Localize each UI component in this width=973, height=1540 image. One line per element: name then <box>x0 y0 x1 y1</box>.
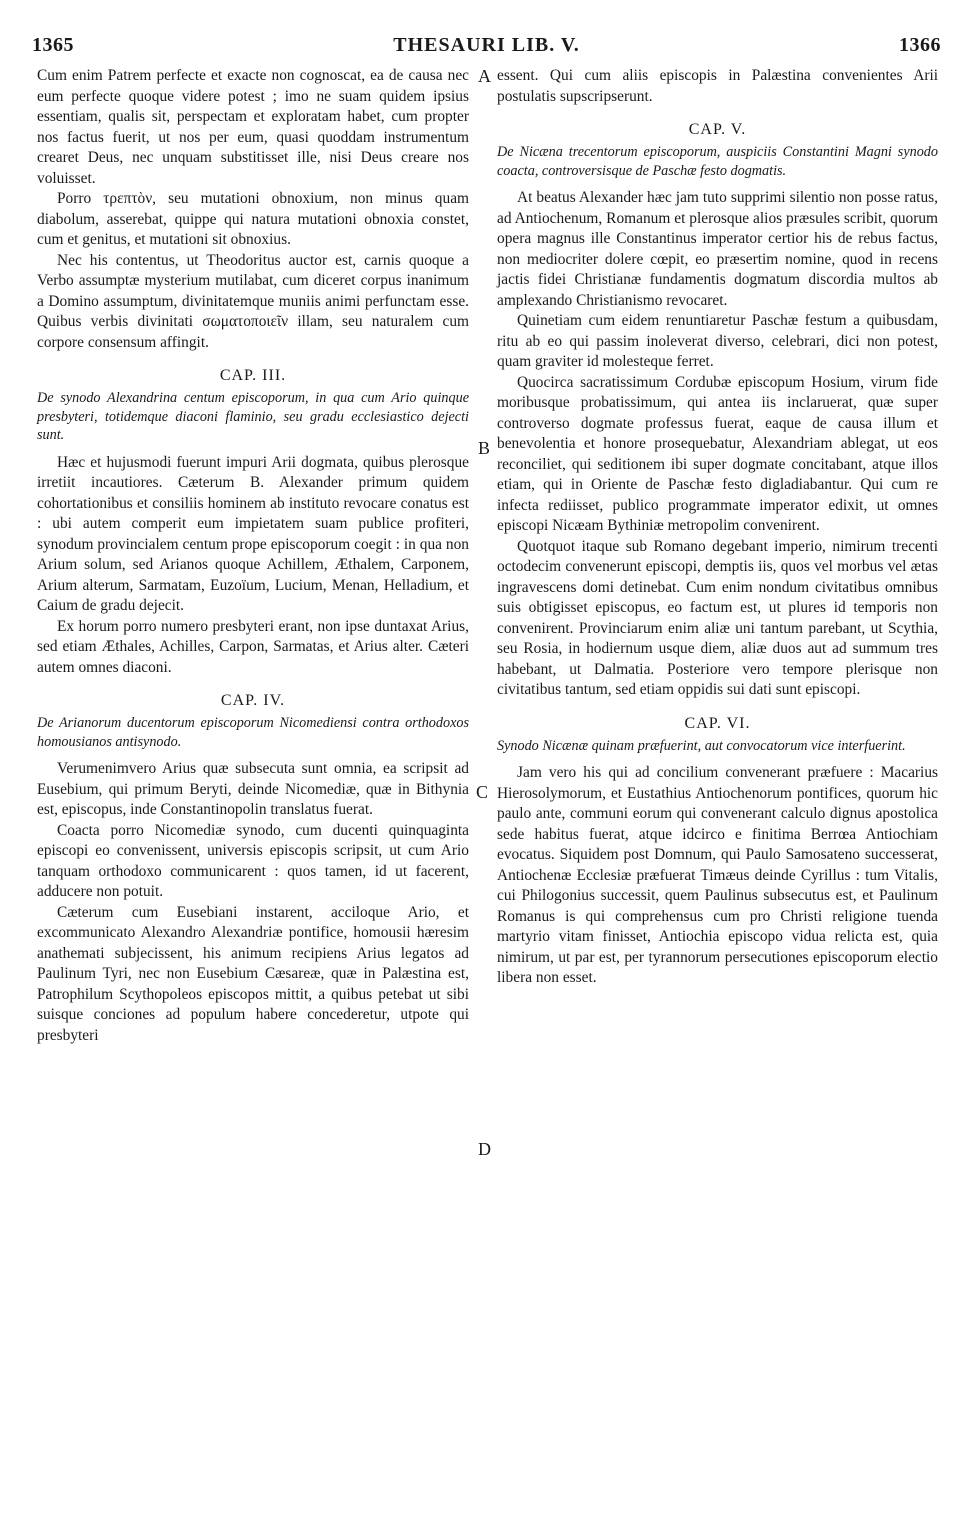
chapter-summary: Synodo Nicænæ quinam præfuerint, aut convocatorum vice interfuerint. <box>497 737 906 754</box>
paragraph: Jam vero his qui ad concilium convenerant præfuere : Macarius Hierosolymorum, et Eustathius Antiochenorum pontifices, quorum hic paulo ante, communi eorum qui convenerant calculo dignus apostolica sede habitus fuerat, atque idcirco e finitima Berrœa Antiochiam evocatus. Siquidem post Domnum, qui Paulo Samosateno successerat, Antiochenæ Ecclesiæ præfuerat Timæus deinde Cyrillus : tum Vitalis, cui Philogonius successit, quem Paulinus subsecutus est, et Paulinum Romanus is qui comprehensus cum pro Christi religione tuenda martyrio vitam finisset, Antiochia episcopo vidua relicta est, quia nimirum, ut par est, per tyrannorum persecutiones episcoporum electio libera non esset. <box>497 764 938 986</box>
margin-letter-b: B <box>478 438 491 458</box>
paragraph: Hæc et hujusmodi fuerunt impuri Arii dogmata, quibus plerosque irretiit incautiores. Cæterum B. Alexander primum quidem cohortationibus et consiliis hominem ab instituto revocare conatus est : ubi autem comperit eum impietatem suam publice profiteri, synodum provincialem centum prope episcoporum coegit : in qua non Arium solum, sed Arianos quoque Achillem, Æthalem, Carponem, Arium alterum, Sarmatam, Euzoïum, Lucium, Menan, Helladium, et Caium de gradu dejecit. <box>37 453 469 614</box>
paragraph: Verumenimvero Arius quæ subsecuta sunt omnia, ea scripsit ad Eusebium, qui primum Beryti, deinde Nicomediæ, quæ in Bithynia est, episcopus, inde Constantinopolin translatus fuerat. <box>37 760 469 818</box>
chapter-heading: CAP. IV. <box>220 692 286 709</box>
paragraph: At beatus Alexander hæc jam tuto supprimi silentio non posse ratus, ad Antiochenum, Romanum et plerosque alios præsules scribit, quorum opera magnus ille Constantinus imperator certior his de rebus factus, non mediocriter dolere cœpit, eo præsertim nomine, quod in recens jactis fidei Christianæ fundamentis dogmatum discordia multos ab amplexando Christianismo revocaret. <box>497 189 938 309</box>
paragraph: Ex horum porro numero presbyteri erant, non ipse duntaxat Arius, sed etiam Æthales, Achilles, Carpon, Sarmatas, et Arius alter. Cæteri autem omnes diaconi. <box>37 617 469 676</box>
running-title: THESAURI LIB. V. <box>393 34 580 56</box>
paragraph: Cum enim Patrem perfecte et exacte non cognoscat, ea de causa nec eum perfecte quoque videre potest ; imo ne suam quidem ipsius essentiam, qualis sit, perspectam et exploratam habet, cum propter nos factus fuerit, ut nos per eum, quasi quoddam instrumentum crearet Deus, nec unquam substitisset ille, nisi Deus creare nos voluisset. <box>37 67 469 187</box>
chapter-heading: CAP. VI. <box>684 714 751 732</box>
paragraph: Quotquot itaque sub Romano degebant imperio, nimirum trecenti octodecim convenerunt episcopi, demptis iis, quos vel morbus vel ætas ingravescens domi detinebat. Cum enim nondum civitatibus omnibus suis obtigisset episcopus, eo factum est, ut plures id temporis non convenirent. Provinciarum enim aliæ uni tantum parebant, ut Scythia, seu Rosia, in hodiernum usque diem, aliæ duos aut ad summum tres habebant, ut Dalmatia. Posteriore vero tempore plerisque non civitatibus tantum, sed etiam oppidis sui dati sunt episcopi. <box>497 537 938 698</box>
chapter-heading: CAP. V. <box>688 121 747 138</box>
page-number-right: 1366 <box>899 34 941 56</box>
paragraph: Cæterum cum Eusebiani instarent, acciloque Ario, et excommunicato Alexandro Alexandriæ pontifice, homousii hæresim anathemati subjecissent, his animum recipiens Arius legatos ad Paulinum Tyri, nec non Eusebium Cæsareæ, quæ in Palæstina est, Patrophilum Scythopoleos episcopos mittit, a quibus petebat ut sibi suisque conciones ad populum habere concederetur, utpote qui presbyteri <box>37 903 469 1044</box>
margin-letter-c: C <box>476 782 489 802</box>
right-column <box>497 66 938 989</box>
left-column <box>37 66 469 1046</box>
paragraph: Nec his contentus, ut Theodoritus auctor est, carnis quoque a Verbo assumptæ mysterium mutilabat, cum diceret corpus inanimum a Domino assumptum, divinitatemque muniis animi perfunctam esse. Quibus verbis divinitati σωματοποιεῖν illam, seu naturalem cum corpore consensum affingit. <box>37 251 469 351</box>
chapter-heading: CAP. III. <box>219 367 287 384</box>
chapter-summary: De Nicæna trecentorum episcoporum, auspiciis Constantini Magni synodo coacta, controversisque de Paschæ festo dogmatis. <box>497 144 938 179</box>
paragraph: Porro τρεπτὸν, seu mutationi obnoxium, non minus quam diabolum, asserebat, quippe qui natura mutationi obnoxia constet, cum et genitus, et mutationi sit obnoxius. <box>37 190 469 248</box>
running-header <box>0 34 973 58</box>
chapter-summary: De Arianorum ducentorum episcoporum Nicomediensi contra orthodoxos homousianos antisynodo. <box>37 715 469 750</box>
paragraph: Quocirca sacratissimum Cordubæ episcopum Hosium, virum fide moribusque probatissimum, qui antea iis inclaruerat, quæ super controverso dogmate professus fuerat, eaque de causa illum et benevolentia et honore prosequebatur, Alexandriam ablegat, ut eos reconciliet, qui seditionem ibi super dogmate concitabant, atque illos etiam, qui in Oriente de Paschæ festo digladiabantur. Qui cum re infecta rediisset, publico programmate imperator edixit, ut omnes episcopi Nicæam Bythiniæ metropolim convenirent. <box>497 373 938 534</box>
paragraph: Quinetiam cum eidem renuntiaretur Paschæ festum a quibusdam, ritu ab eo qui passim inoleverat diverso, celebrari, dici non potest, quam graviter id molesteque ferret. <box>497 312 938 370</box>
paragraph: Coacta porro Nicomediæ synodo, cum ducenti quinquaginta episcopi eo convenissent, universis episcopis scripsit, ut cum Ario tanquam orthodoxo communicarent : quos tamen, id ut facerent, adducere non potuit. <box>37 821 469 900</box>
page-number-left: 1365 <box>32 34 74 56</box>
chapter-summary: De synodo Alexandrina centum episcoporum, in qua cum Ario quinque presbyteri, totidemque diaconi flaminio, seu gradu ecclesiastico dejecti sunt. <box>37 390 469 443</box>
paragraph: essent. Qui cum aliis episcopis in Palæstina convenientes Arii postulatis supscripserunt. <box>497 67 938 105</box>
margin-letter-a: A <box>478 66 491 86</box>
margin-letter-d: D <box>478 1139 491 1159</box>
